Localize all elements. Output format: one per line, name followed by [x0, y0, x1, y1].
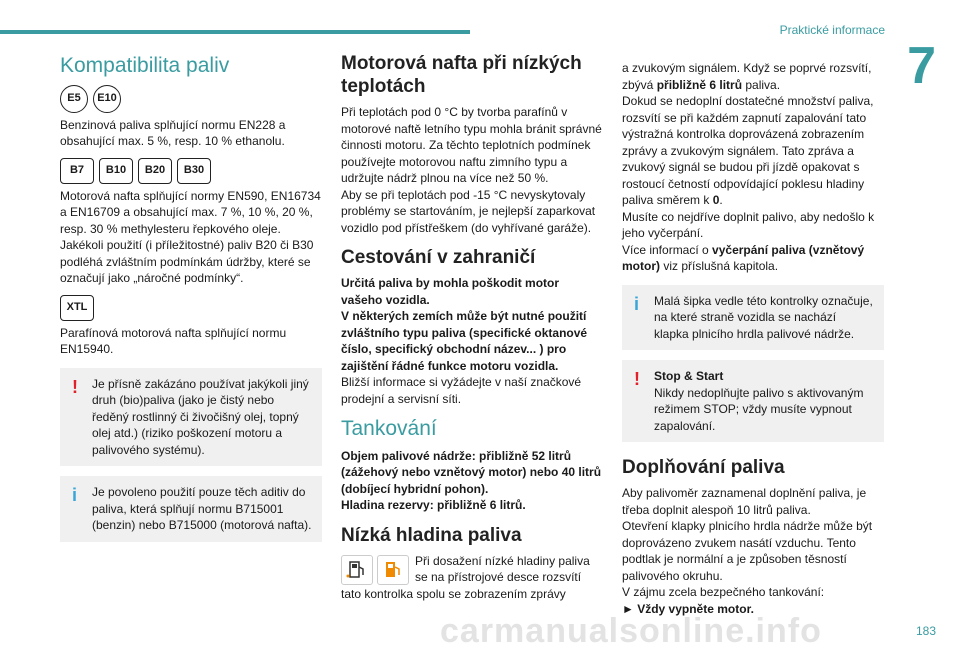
text-run: paliva. — [742, 77, 781, 92]
fuel-badge-b30: B30 — [177, 158, 211, 184]
text-run-bold: vyčerpání paliva (vznětový motor) — [622, 242, 865, 273]
header-accent-bar — [0, 30, 470, 34]
paragraph: V některých zemích může být nutné použití zvláštního typu paliva (specifické oktanové číslo, specifický obchodní název... ) pro zajištění řádné funkce motoru vozidla. — [341, 309, 588, 373]
heading-fuel-compatibility: Kompatibilita paliv — [60, 54, 230, 77]
column-1 — [60, 52, 322, 552]
warning-note — [622, 360, 884, 442]
paragraph: Objem palivové nádrže: přibližně 52 litrů (zážehový nebo vznětový motor) nebo 40 litrů (dobíjecí hybridní pohon). — [341, 448, 602, 496]
watermark: carmanualsonline.info — [440, 612, 822, 650]
paragraph: Bližší informace si vyžádejte v naší značkové prodejní a servisní síti. — [341, 375, 582, 406]
paragraph: Motorová nafta splňující normy EN590, EN16734 a EN16709 a obsahující max. 7 %, 10 %, 20 %, resp. 30 % methylesteru řepkového oleje. Jakékoli použití (i příležitostné) paliv B20 či B30 podléhá zvláštním podmínkám údržby, které se označují jako „náročné podmínky“. — [60, 188, 321, 285]
paragraph: Určitá paliva by mohla poškodit motor vašeho vozidla. — [341, 276, 560, 307]
badges-petrol — [60, 85, 322, 113]
column-2 — [341, 52, 603, 602]
info-note — [622, 285, 884, 351]
fuel-badge-b7: B7 — [60, 158, 94, 184]
heading-low-fuel: Nízká hladina paliva — [341, 524, 522, 546]
info-icon: i — [634, 293, 640, 314]
fuel-badge-b10: B10 — [99, 158, 133, 184]
warning-title: Stop & Start — [654, 369, 724, 383]
paragraph: Aby palivoměr zaznamenal doplnění paliva, je třeba doplnit alespoň 10 litrů paliva. — [622, 486, 867, 517]
warning-note — [60, 368, 322, 467]
text-run-bold: přibližně 6 litrů — [656, 77, 743, 92]
paragraph: Při dosažení nízké hladiny paliva se na přístrojové desce rozsvítí tato kontrolka spolu se zobrazením zprávy — [341, 553, 590, 601]
chapter-number: 7 — [907, 37, 936, 95]
heading-refuelling: Tankování — [341, 417, 437, 440]
text-run: Více informací o — [622, 242, 713, 257]
text-run: . — [719, 193, 723, 207]
paragraph: Otevření klapky plnicího hrdla nádrže může být doprovázeno zvukem nasátí vzduchu. Tento podtlak je normální a je způsoben těsností palivového okruhu. — [622, 519, 873, 583]
badges-xtl — [60, 295, 322, 321]
fuel-badge-e5: E5 — [60, 85, 88, 113]
paragraph: V zájmu zcela bezpečného tankování: — [622, 585, 825, 599]
info-note — [60, 476, 322, 542]
paragraph: Benzinová paliva splňující normu EN228 a obsahující max. 5 %, resp. 10 % ethanolu. — [60, 117, 286, 148]
low-fuel-icons — [341, 555, 409, 585]
fuel-badge-e10: E10 — [93, 85, 121, 113]
paragraph: Aby se při teplotách pod -15 °C nevyskytovaly problémy se startováním, je nejlepší zaparkovat vozidlo pod přístřeškem (do vyhřívané garáže). — [341, 187, 596, 235]
badges-diesel — [60, 158, 322, 184]
paragraph: Hladina rezervy: přibližně 6 litrů. — [341, 498, 526, 512]
info-text: Malá šipka vedle této kontrolky označuje, na které straně vozidla se nachází klapka plnicího hrdla palivové nádrže. — [654, 293, 873, 341]
fuel-pump-icon — [341, 555, 373, 585]
fuel-badge-xtl: XTL — [60, 295, 94, 321]
info-icon: i — [72, 485, 78, 505]
section-title: Praktické informace — [779, 23, 885, 37]
page-number: 183 — [915, 624, 936, 638]
warning-text: Je přísně zakázáno používat jakýkoli jiný druh (bio)paliva (jako je čistý nebo ředěný rostlinný či živočišný olej, topný olej atd.) (riziko poškození motoru a palivového systému). — [92, 376, 309, 457]
info-text: Je povoleno použití pouze těch aditiv do paliva, která splňují normu B715001 (benzin) nebo B715000 (motorová nafta). — [92, 485, 312, 532]
warning-icon: ! — [634, 369, 640, 389]
text-run: viz příslušná kapitola. — [660, 259, 779, 273]
paragraph — [622, 93, 884, 209]
paragraph — [622, 242, 884, 275]
warning-text: Nikdy nedoplňujte palivo s aktivovaným režimem STOP; vždy musíte vypnout zapalování. — [654, 385, 864, 433]
fuel-pump-warning-icon — [377, 555, 409, 585]
paragraph — [622, 60, 884, 93]
paragraph: Parafínová motorová nafta splňující normu EN15940. — [60, 325, 287, 356]
column-3 — [622, 52, 884, 617]
heading-diesel-low-temp: Motorová nafta při nízkých teplotách — [341, 53, 582, 97]
text-run-bold: 0 — [712, 193, 720, 207]
paragraph: Při teplotách pod 0 °C by tvorba parafínů v motorové naftě letního typu mohla bránit správné činnosti motoru. Za těchto teplotních podmínek používejte motorovou naftu zimního typu a udržujte nádrž plnou na více než 50 %. — [341, 105, 602, 185]
text-run: a zvukovým signálem. Když se poprvé rozsvítí, zbývá — [622, 61, 872, 92]
warning-icon: ! — [72, 376, 78, 397]
text-run: Dokud se nedoplní dostatečné množství paliva, rozsvítí se při každém zapnutí zapalování tato výstražná kontrolka doprovázená zobrazením zprávy a zvukovým signálem. Tato zpráva a zvukový signál se budou při jízdě opakovat s rostoucí četností odpovídající poklesu hladiny paliva směrem k — [622, 94, 874, 207]
paragraph: Musíte co nejdříve doplnit palivo, aby nedošlo k jeho vyčerpání. — [622, 209, 875, 240]
fuel-badge-b20: B20 — [138, 158, 172, 184]
heading-travel-abroad: Cestování v zahraničí — [341, 247, 536, 268]
paragraph: ► Vždy vypněte motor. — [622, 601, 754, 616]
heading-refilling: Doplňování paliva — [622, 457, 785, 478]
